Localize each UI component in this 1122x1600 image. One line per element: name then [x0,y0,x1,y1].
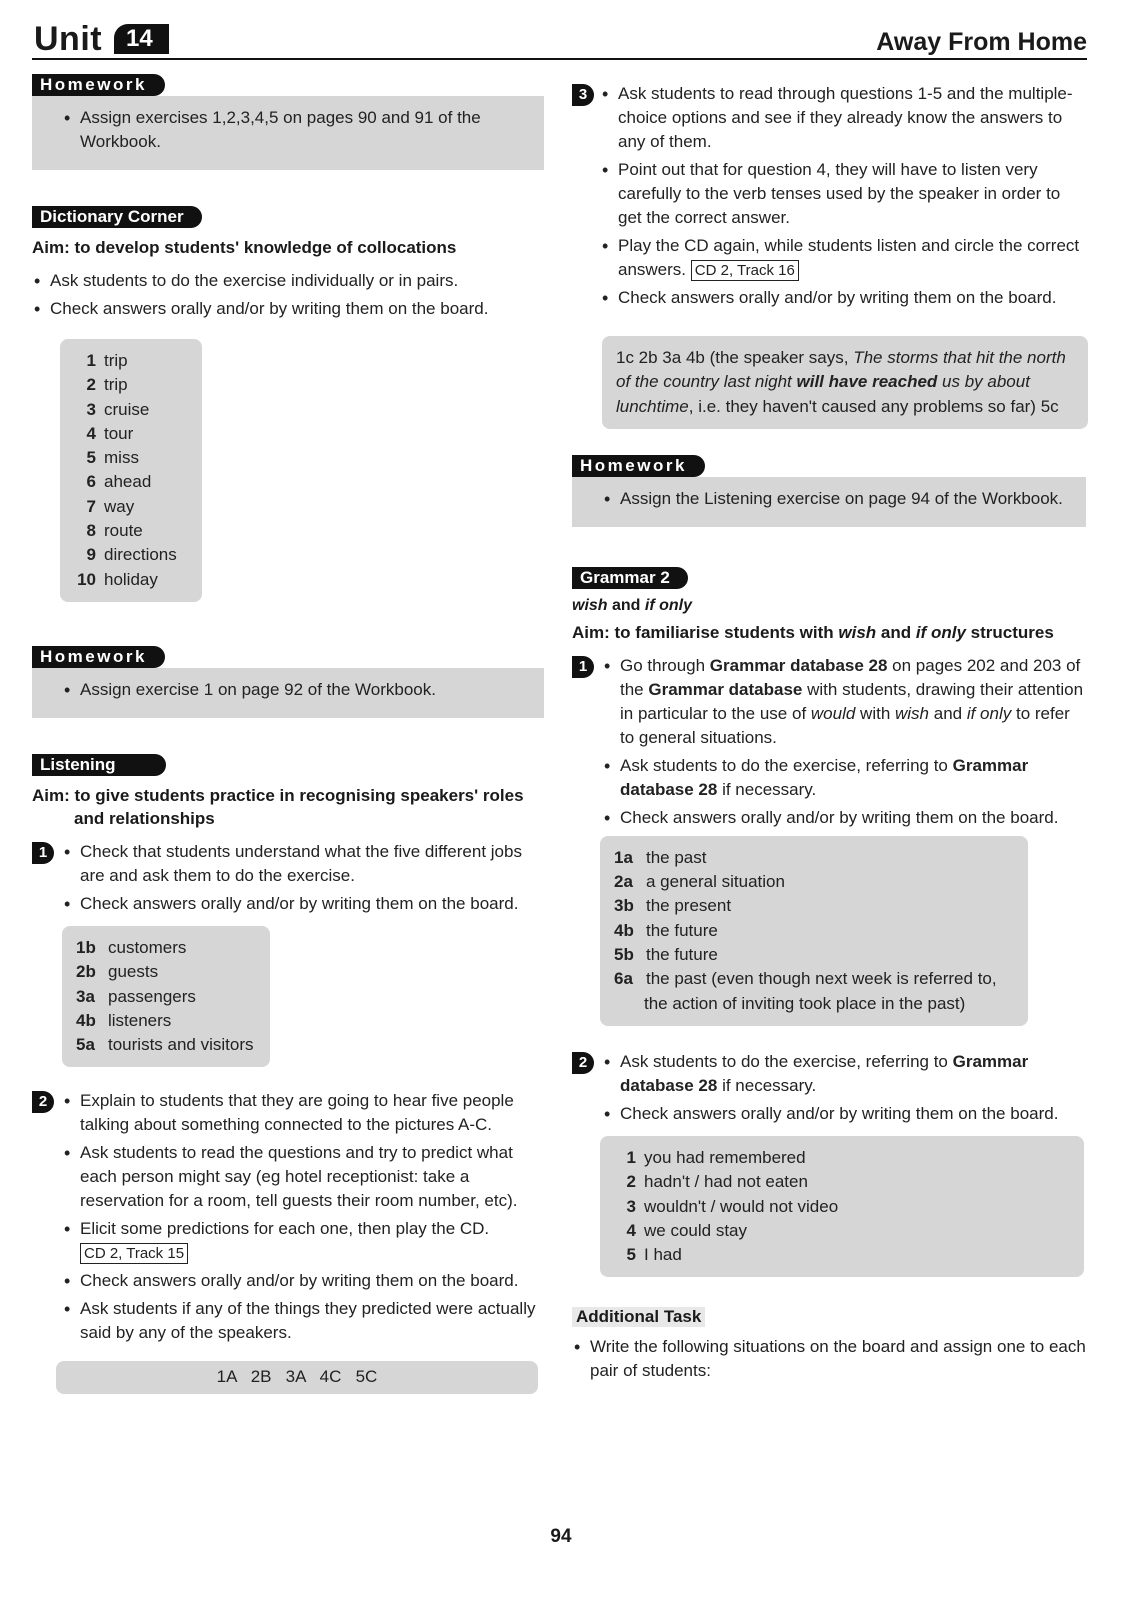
list-item: • Ask students to read the questions and try to predict what each person might say (eg hotel receptionist: take a reservation for a room, tell guests their room number, etc). [62,1141,544,1213]
answer-number: 6a [614,969,633,989]
list-item: • Ask students if any of the things they predicted were actually said by any of the speakers. [62,1297,544,1345]
answer-row [74,398,188,422]
answer-number: 3 [626,1196,636,1216]
unit-number-badge: 14 [114,24,169,54]
answer-text: guests [108,962,159,982]
answer-text: customers [108,937,187,957]
list-item [602,1050,1088,1098]
aim-label: Aim: [32,785,70,805]
answer-row [614,870,1014,894]
reference: Grammar database 28 [709,655,888,675]
answer-number: 6 [86,472,96,492]
answer-text: 1c 2b 3a 4b (the speaker says, [616,348,854,367]
list-item [602,754,1088,802]
answer-number: 4b [614,920,634,940]
reference: Grammar database 28 [620,755,1029,799]
list-item-text: Play the CD again, while students listen and circle the correct answers. [618,236,1080,279]
list-item: • Ask students to read through questions 1-5 and the multiple-choice options and see if they already know the answers to any of them. [600,82,1088,154]
answer-number: 4b [76,1010,96,1030]
section-label: Homework [572,455,705,477]
answer-row [74,446,188,470]
answer-row [76,960,256,984]
answer-row [74,519,188,543]
list-item: • Check answers orally and/or by writing them on the board. [600,286,1088,310]
section-label: Dictionary Corner [32,206,202,228]
answer-number: 1 [86,351,96,370]
aim [32,236,544,259]
answer-number: 1b [76,937,96,957]
aim-label: Aim: [572,622,610,642]
answer-text: tourists and visitors [108,1035,254,1055]
step-number: 1 [32,842,54,864]
grammar-subtitle [572,597,1088,615]
homework-box [572,477,1086,527]
list-item: • Point out that for question 4, they will have to listen very carefully to the verb tenses used by the speaker in order to get the correct answer. [600,158,1088,230]
answer-row [76,1033,256,1057]
section-label: Listening [32,754,166,776]
answer-text: the past (even though next week is referred to, [646,969,997,989]
answer-row [614,919,1014,943]
answer-row [74,422,188,446]
reference: Grammar database 28 [620,1051,1029,1095]
step-1 [32,840,544,1067]
subtitle-part: wish [572,596,608,614]
answer-number: 1 [626,1147,636,1167]
answer-text: trip [104,351,128,370]
section-label: Homework [32,74,165,96]
answer-text: tour [104,423,134,443]
aim-text: structures [965,622,1054,642]
answer-box [600,836,1028,1026]
list-item: • Check answers orally and/or by writing them on the board. [32,297,544,321]
answer-number: 3 [86,399,96,419]
answer-row [76,936,256,960]
answer-row [614,967,1014,991]
cd-track-tag: CD 2, Track 16 [691,260,799,281]
step-2 [572,1050,1088,1126]
answer-row [614,1146,1070,1170]
answer-number: 4 [86,423,96,443]
page-header [32,20,1087,60]
homework-box [32,668,544,718]
answer-text: route [104,521,143,541]
answer-text: you had remembered [644,1147,806,1167]
answer-row [74,373,188,397]
homework-section-1 [32,74,544,170]
text-part: if necessary. [717,779,817,799]
answer-number: 2b [76,962,96,982]
answer-row [614,1243,1070,1267]
aim-term: wish [838,622,877,642]
step-number: 1 [572,656,594,678]
step-number: 3 [572,84,594,106]
answer-emphasis: will have reached [796,372,938,392]
answer-row [76,1009,256,1033]
answer-number: 5 [626,1245,636,1265]
list-item-text: Elicit some predictions for each one, then play the CD. [80,1219,490,1239]
answer-row [614,1219,1070,1243]
unit-label: Unit [34,20,103,58]
list-item [602,654,1088,750]
term: wish [895,703,930,723]
answer-text: the future [646,945,718,965]
answer-quote: The storms that hit the north of the country last night [616,348,1066,392]
aim-text: to give students practice in recognising speakers' roles and relationships [74,785,524,828]
step-number: 2 [32,1091,54,1113]
answer-row [614,1170,1070,1194]
section-label: Additional Task [572,1307,705,1327]
aim-term: if only [915,622,966,642]
left-column [32,74,544,1394]
list-item: • Ask students to do the exercise individually or in pairs. [32,269,544,293]
term: if only [966,703,1012,723]
homework-box [32,96,544,170]
answer-text: way [104,496,135,516]
answer-row [614,943,1014,967]
answer-row [614,1195,1070,1219]
list-item: • Explain to students that they are going to hear five people talking about something connected to the pictures A-C. [62,1089,544,1137]
reference: Grammar database [648,679,803,699]
aim-text: and [876,622,916,642]
answer-number: 5b [614,945,634,965]
answer-text: the future [646,920,718,940]
answer-row [614,894,1014,918]
answer-row [74,470,188,494]
subtitle-part: and [607,596,645,614]
answer-row [74,349,188,373]
answer-box [62,926,270,1067]
answer-box [602,336,1088,429]
step-1 [572,654,1088,830]
homework-section-2 [32,646,544,718]
aim [572,621,1088,644]
list-item: • Check that students understand what the five different jobs are and ask them to do the exercise. [62,840,544,888]
answer-text: ahead [104,472,152,492]
text-part: if necessary. [717,1075,817,1095]
list-item: • Check answers orally and/or by writing them on the board. [62,1269,544,1293]
answer-number: 7 [86,496,96,516]
answer-box: 1A 2B 3A 4C 5C [56,1361,538,1393]
list-item: • Write the following situations on the board and assign one to each pair of students: [572,1335,1088,1383]
answer-number: 3b [614,896,634,916]
answer-text: we could stay [644,1220,747,1240]
aim-text: to develop students' knowledge of collocations [74,238,457,257]
answer-box [60,339,202,602]
answer-row [614,846,1014,870]
answer-text: wouldn't / would not video [644,1196,839,1216]
aim-label: Aim: [32,238,70,257]
text-part: Ask students to do the exercise, referring to [620,755,953,775]
right-column [572,74,1088,1387]
section-label: Homework [32,646,165,668]
answer-text: holiday [104,569,158,589]
list-item: • Check answers orally and/or by writing them on the board. [62,892,544,916]
answer-number: 5a [76,1035,95,1055]
step-3 [572,82,1088,310]
unit-title: Away From Home [876,28,1087,56]
answer-text: trip [104,375,128,395]
listening-section [32,754,544,1394]
aim-text: to familiarise students with [614,622,839,642]
answer-box [600,1136,1084,1277]
answer-text: the present [646,896,732,916]
answer-text: cruise [104,399,150,419]
answer-row [74,495,188,519]
step-number: 2 [572,1052,594,1074]
grammar-section [572,567,1088,1278]
subtitle-part: if only [644,596,693,614]
text-part: to refer to general situations. [620,703,1070,747]
answer-row [76,985,256,1009]
answer-continuation: the action of inviting took place in the past) [644,993,966,1013]
answer-text: the past [646,847,707,867]
additional-task-section [572,1307,1088,1383]
answer-text: listeners [108,1010,172,1030]
answer-number: 9 [86,545,96,565]
answer-quote: us by about lunchtime [616,372,1030,416]
dictionary-corner-section [32,206,544,602]
answer-number: 1a [614,847,633,867]
answer-row [74,568,188,592]
list-item: • Check answers orally and/or by writing them on the board. [602,806,1088,830]
aim [32,784,544,830]
answer-number: 8 [86,521,96,541]
list-item [600,234,1088,282]
answer-number: 5 [86,448,96,468]
section-label: Grammar 2 [572,567,688,589]
text-part: with [855,703,895,723]
text-part: and [929,703,967,723]
text-part: Ask students to do the exercise, referring to [620,1051,953,1071]
list-item [62,1217,544,1265]
homework-item: • Assign the Listening exercise on page 94 of the Workbook. [602,487,1072,511]
answer-number: 2 [86,375,96,395]
answer-text: I had [644,1245,682,1265]
text-part: with students, drawing their attention in particular to the use of [620,679,1084,723]
answer-text: hadn't / had not eaten [644,1172,808,1192]
homework-section-3 [572,455,1088,527]
step-2 [32,1089,544,1345]
answer-number: 2 [626,1172,636,1192]
answer-row [74,543,188,567]
answer-number: 2a [614,872,633,892]
answer-number: 10 [77,569,96,589]
answer-text: miss [104,448,139,468]
text-part: on pages 202 and 203 of the [620,655,1081,699]
answer-text: , i.e. they haven't caused any problems so far) 5c [688,396,1059,416]
list-item: • Check answers orally and/or by writing them on the board. [602,1102,1088,1126]
term: would [810,703,856,723]
homework-item: • Assign exercises 1,2,3,4,5 on pages 90 and 91 of the Workbook. [62,106,530,154]
answer-number: 3a [76,986,95,1006]
page-number: 94 [550,1526,572,1547]
homework-item: • Assign exercise 1 on page 92 of the Workbook. [62,678,530,702]
text-part: Go through [620,655,710,675]
answer-text: passengers [108,986,196,1006]
answer-number: 4 [626,1220,636,1240]
cd-track-tag: CD 2, Track 15 [80,1243,188,1264]
answer-text: a general situation [646,872,785,892]
answer-text: directions [104,545,177,565]
